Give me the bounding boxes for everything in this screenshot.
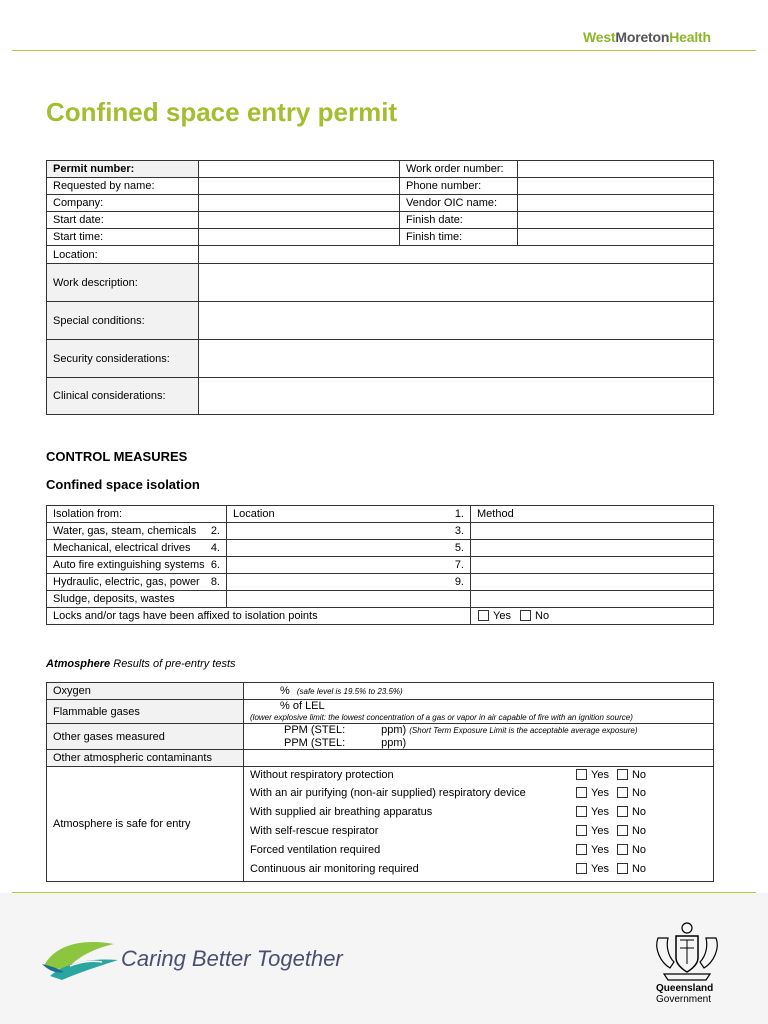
table-row [47, 229, 714, 246]
vendor-oic-field[interactable] [518, 195, 714, 212]
table-row [47, 378, 714, 415]
isolation-table [46, 505, 714, 625]
option-label: With self-rescue respirator [250, 825, 379, 837]
work-order-field[interactable] [518, 161, 714, 178]
isolation-subheading: Confined space isolation [46, 477, 200, 492]
queensland-coat-of-arms-icon [650, 918, 724, 982]
start-time-field[interactable] [199, 229, 400, 246]
start-date-field[interactable] [199, 212, 400, 229]
table-row [47, 264, 714, 302]
atmosphere-title: Atmosphere [46, 658, 111, 670]
no-label: No [535, 610, 550, 622]
row-num: 3. [454, 525, 464, 537]
security-field[interactable] [199, 340, 714, 378]
ppm-stel: PPM (STEL: [284, 724, 346, 736]
work-description-field[interactable] [199, 264, 714, 302]
option-row [250, 863, 710, 882]
yes-label: Yes [591, 844, 609, 856]
oxygen-pct: % [280, 685, 290, 697]
ppm-stel: PPM (STEL: [284, 737, 346, 749]
yes-checkbox[interactable] [576, 825, 587, 836]
row-num: 6. [210, 559, 220, 571]
atmosphere-heading [46, 658, 236, 670]
yes-checkbox[interactable] [576, 769, 587, 780]
locks-yes-checkbox[interactable] [478, 610, 489, 621]
work-order-label: Work order number: [400, 161, 518, 178]
no-label: No [631, 863, 647, 875]
caring-hands-icon [40, 936, 122, 982]
isolation-from-text: Water, gas, steam, chemicals [53, 525, 197, 537]
safe-for-entry-options [244, 767, 714, 882]
yes-label: Yes [591, 825, 609, 837]
oxygen-note: (safe level is 19.5% to 23.5%) [296, 687, 403, 696]
vendor-oic-label: Vendor OIC name: [400, 195, 518, 212]
oxygen-field[interactable] [244, 683, 714, 700]
ppm-close: ppm) [381, 737, 407, 749]
table-row [47, 591, 714, 608]
row-num: 5. [454, 542, 464, 554]
table-row [47, 340, 714, 378]
table-row [47, 178, 714, 195]
locks-label: Locks and/or tags have been affixed to isolation points [47, 608, 471, 625]
other-contaminants-label: Other atmospheric contaminants [47, 750, 244, 767]
table-row [47, 161, 714, 178]
brand-health: Health [669, 29, 711, 45]
oxygen-label: Oxygen [47, 683, 244, 700]
option-label: With an air purifying (non-air supplied) respiratory device [250, 787, 526, 799]
flammable-label: Flammable gases [47, 700, 244, 724]
stel-note: (Short Term Exposure Limit is the acceptable average exposure) [409, 726, 638, 735]
special-conditions-label: Special conditions: [47, 302, 199, 340]
table-row [47, 506, 714, 523]
no-checkbox[interactable] [617, 806, 628, 817]
no-checkbox[interactable] [617, 825, 628, 836]
yes-checkbox[interactable] [576, 863, 587, 874]
start-date-label: Start date: [47, 212, 199, 229]
table-row [47, 302, 714, 340]
finish-date-label: Finish date: [400, 212, 518, 229]
locks-no-checkbox[interactable] [520, 610, 531, 621]
no-label: No [631, 825, 647, 837]
safe-for-entry-label: Atmosphere is safe for entry [47, 767, 244, 882]
no-checkbox[interactable] [617, 844, 628, 855]
yes-label: Yes [591, 863, 609, 875]
qld-label: Queensland [656, 983, 714, 994]
header-divider [12, 50, 756, 51]
isolation-from-cell [47, 523, 227, 540]
ppm-close: ppm) [381, 724, 407, 736]
phone-label: Phone number: [400, 178, 518, 195]
isolation-method-field[interactable] [471, 591, 714, 608]
table-row [47, 750, 714, 767]
table-row [47, 212, 714, 229]
row-num: 4. [210, 542, 220, 554]
row-num: 2. [210, 525, 220, 537]
isolation-method-field[interactable] [471, 523, 714, 540]
special-conditions-field[interactable] [199, 302, 714, 340]
yes-checkbox[interactable] [576, 844, 587, 855]
table-row [47, 195, 714, 212]
table-row [47, 724, 714, 750]
table-row [47, 574, 714, 591]
no-label: No [631, 806, 647, 818]
location-label: Location: [47, 246, 199, 264]
isolation-from-text: Hydraulic, electric, gas, power [53, 576, 200, 588]
yes-checkbox[interactable] [576, 806, 587, 817]
other-gases-label: Other gases measured [47, 724, 244, 750]
location-header-label: Location [233, 508, 275, 520]
isolation-method-field[interactable] [471, 557, 714, 574]
location-num: 1. [454, 508, 464, 520]
yes-checkbox[interactable] [576, 787, 587, 798]
gov-label: Government [656, 994, 712, 1005]
isolation-method-field[interactable] [471, 540, 714, 557]
isolation-from-text: Auto fire extinguishing systems [53, 559, 205, 571]
permit-number-label: Permit number: [47, 161, 199, 178]
ppm-line-1 [284, 724, 707, 737]
requested-by-label: Requested by name: [47, 178, 199, 195]
other-gases-field[interactable] [244, 724, 714, 750]
option-label: Forced ventilation required [250, 844, 381, 856]
table-row [47, 700, 714, 724]
no-checkbox[interactable] [617, 769, 628, 780]
row-num: 9. [454, 576, 464, 588]
option-row [250, 825, 710, 844]
isolation-from-header: Isolation from: [47, 506, 227, 523]
finish-time-label: Finish time: [400, 229, 518, 246]
option-row [250, 787, 710, 806]
row-num: 8. [210, 576, 220, 588]
brand-logo [583, 29, 711, 45]
work-description-label: Work description: [47, 264, 199, 302]
isolation-from-text: Mechanical, electrical drives [53, 542, 191, 554]
locks-yes-no [471, 608, 714, 625]
lel-note: (lower explosive limit: the lowest concentration of a gas or vapor in air capable of fire with an ignition source) [250, 712, 633, 722]
isolation-location-field[interactable] [227, 591, 471, 608]
isolation-from-cell [47, 574, 227, 591]
no-checkbox[interactable] [617, 787, 628, 798]
page-title: Confined space entry permit [46, 97, 398, 127]
brand-moreton: Moreton [615, 29, 670, 45]
isolation-location-field[interactable] [227, 574, 471, 591]
permit-table [46, 160, 714, 415]
table-row [47, 767, 714, 882]
start-time-label: Start time: [47, 229, 199, 246]
permit-number-field[interactable] [199, 161, 400, 178]
isolation-method-field[interactable] [471, 574, 714, 591]
option-row [250, 769, 710, 788]
clinical-label: Clinical considerations: [47, 378, 199, 415]
finish-date-field[interactable] [518, 212, 714, 229]
yes-label: Yes [591, 787, 609, 799]
queensland-government-logo [656, 983, 713, 1005]
table-row [47, 540, 714, 557]
option-label: With supplied air breathing apparatus [250, 806, 433, 818]
yes-label: Yes [591, 806, 609, 818]
control-measures-heading: CONTROL MEASURES [46, 449, 188, 464]
isolation-location-field[interactable] [227, 557, 471, 574]
footer-slogan: Caring Better Together [121, 946, 343, 971]
no-label: No [631, 769, 647, 781]
clinical-field[interactable] [199, 378, 714, 415]
option-row [250, 806, 710, 825]
location-field[interactable] [199, 246, 714, 264]
finish-time-field[interactable] [518, 229, 714, 246]
atmosphere-table [46, 682, 714, 882]
isolation-location-field[interactable] [227, 540, 471, 557]
ppm-line-2 [284, 737, 707, 749]
other-contaminants-field[interactable] [244, 750, 714, 767]
phone-field[interactable] [518, 178, 714, 195]
brand-west: West [583, 29, 616, 45]
no-label: No [631, 787, 647, 799]
isolation-location-field[interactable] [227, 523, 471, 540]
yes-label: Yes [591, 769, 609, 781]
company-field[interactable] [199, 195, 400, 212]
option-label: Without respiratory protection [250, 769, 394, 781]
no-label: No [631, 844, 647, 856]
no-checkbox[interactable] [617, 863, 628, 874]
requested-by-field[interactable] [199, 178, 400, 195]
option-label: Continuous air monitoring required [250, 863, 419, 875]
isolation-from-cell [47, 557, 227, 574]
lel-label: % of LEL [280, 699, 325, 712]
table-row [47, 246, 714, 264]
table-row [47, 608, 714, 625]
flammable-field[interactable] [244, 700, 714, 724]
yes-label: Yes [493, 610, 511, 622]
atmosphere-subtitle: Results of pre-entry tests [113, 658, 236, 670]
isolation-from-cell: Sludge, deposits, wastes [47, 591, 227, 608]
table-row [47, 683, 714, 700]
isolation-from-cell [47, 540, 227, 557]
location-header [227, 506, 471, 523]
table-row [47, 557, 714, 574]
row-num: 7. [454, 559, 464, 571]
company-label: Company: [47, 195, 199, 212]
method-header: Method [471, 506, 714, 523]
security-label: Security considerations: [47, 340, 199, 378]
table-row [47, 523, 714, 540]
option-row [250, 844, 710, 863]
